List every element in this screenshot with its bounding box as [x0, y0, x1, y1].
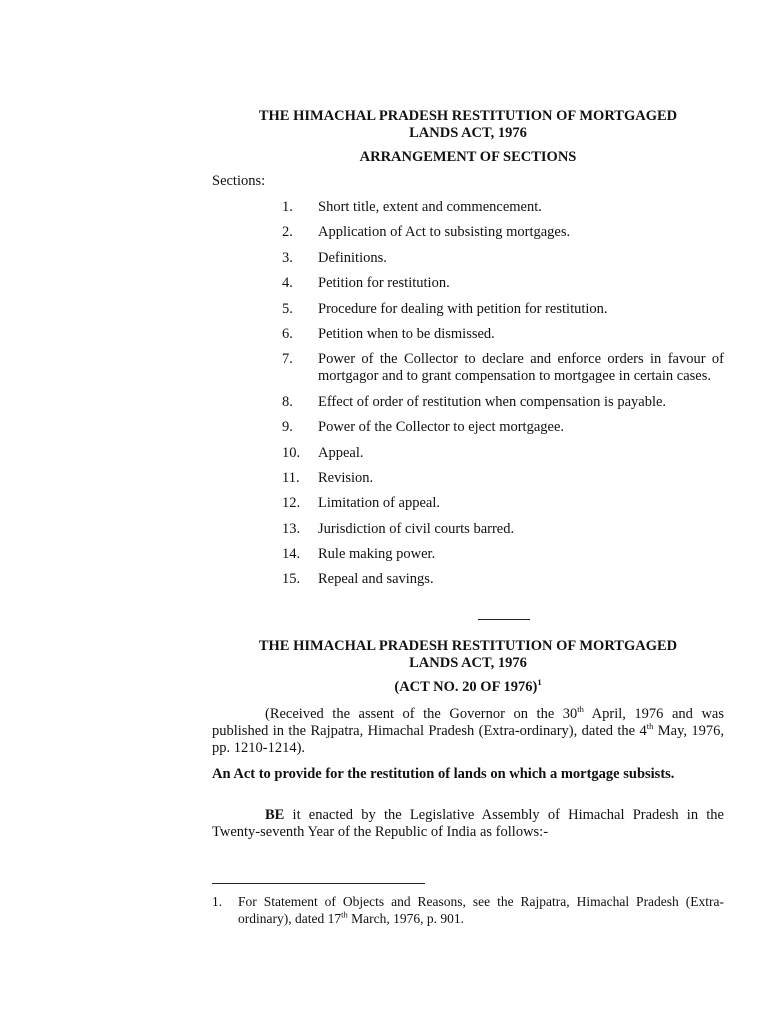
section-item: [282, 521, 724, 538]
section-number: 2.: [282, 224, 293, 241]
act-number: [212, 679, 724, 696]
footnote-ref: 1: [537, 677, 542, 688]
assent-text-3: May, 1976, pp. 1210-1214).: [212, 723, 725, 756]
section-text: Power of the Collector to declare and enforce orders in favour of mortgagor and to grant compensation to mortgagee in certain cases.: [318, 351, 724, 385]
long-title: An Act to provide for the restitution of lands on which a mortgage subsists.: [212, 766, 675, 782]
section-divider: [478, 619, 530, 620]
section-item: [282, 301, 724, 318]
section-item: [282, 495, 724, 512]
section-text: Petition when to be dismissed.: [318, 325, 495, 342]
section-text: Procedure for dealing with petition for restitution.: [318, 300, 608, 317]
section-item: [282, 470, 724, 487]
section-item: [282, 351, 724, 385]
section-number: 1.: [282, 199, 293, 215]
assent-text-2: April, 1976 and was published in the Rajpatra, Himachal Pradesh (Extra-ordinary), dated the 4: [212, 706, 724, 739]
section-number: 12.: [282, 495, 301, 512]
enacting-text: it enacted by the Legislative Assembly of Himachal Pradesh in the Twenty-seventh Year of the Republic of India as follows:-: [212, 807, 724, 840]
section-number: 7.: [282, 351, 293, 368]
arrangement-heading: ARRANGEMENT OF SECTIONS: [359, 149, 577, 165]
section-text: Rule making power.: [318, 546, 436, 563]
footnote-number: 1.: [212, 894, 223, 909]
section-number: 6.: [282, 325, 293, 342]
title-line-2: LANDS ACT, 1976: [409, 125, 527, 141]
footnote-text-1: For Statement of Objects and Reasons, see the Rajpatra, Himachal Pradesh (Extra-ordinary), dated 17: [238, 894, 724, 926]
section-number: 3.: [282, 249, 293, 266]
section-item: [282, 546, 724, 563]
section-number: 8.: [282, 393, 293, 410]
section-text: Repeal and savings.: [318, 571, 434, 588]
enacting-initial: BE: [265, 807, 285, 823]
document-title: [212, 108, 724, 142]
section-item: [282, 199, 724, 216]
enacting-clause: [212, 807, 724, 841]
section-text: Jurisdiction of civil courts barred.: [318, 520, 515, 537]
section-item: [282, 394, 724, 411]
section-number: 11.: [282, 469, 300, 486]
assent-paragraph: [212, 706, 724, 757]
section-number: 10.: [282, 444, 301, 461]
section-text: Revision.: [318, 469, 374, 486]
footnote-text: [238, 893, 724, 927]
section-text: Power of the Collector to eject mortgagee.: [318, 419, 565, 436]
section-text: Appeal.: [318, 444, 364, 461]
section-number: 13.: [282, 520, 301, 537]
section-number: 14.: [282, 546, 301, 563]
footnote-text-2: March, 1976, p. 901.: [347, 911, 464, 926]
section-item: [282, 224, 724, 241]
section-text: Petition for restitution.: [318, 275, 450, 292]
act-title: [212, 638, 724, 672]
section-number: 15.: [282, 571, 301, 588]
ordinal-suffix: th: [341, 909, 348, 920]
act-title-line-1: THE HIMACHAL PRADESH RESTITUTION OF MORTGAGED: [258, 638, 678, 654]
assent-text-1: (Received the assent of the Governor on the 30: [265, 706, 578, 722]
section-item: [282, 445, 724, 462]
section-item: [282, 326, 724, 343]
section-item: [282, 571, 724, 588]
section-number: 5.: [282, 300, 293, 317]
sections-label: Sections:: [212, 173, 266, 189]
sections-list: [282, 199, 724, 597]
section-item: [282, 250, 724, 267]
section-item: [282, 419, 724, 436]
ordinal-suffix: th: [577, 704, 584, 715]
footnote: [212, 893, 724, 927]
section-number: 9.: [282, 419, 293, 436]
act-title-line-2: LANDS ACT, 1976: [409, 655, 527, 671]
section-text: Definitions.: [318, 249, 387, 266]
title-line-1: THE HIMACHAL PRADESH RESTITUTION OF MORTGAGED: [258, 108, 678, 124]
section-item: [282, 275, 724, 292]
section-text: Short title, extent and commencement.: [318, 199, 542, 215]
section-text: Application of Act to subsisting mortgages.: [318, 224, 571, 241]
section-text: Limitation of appeal.: [318, 495, 441, 512]
footnote-separator: [212, 883, 425, 884]
ordinal-suffix: th: [646, 721, 654, 732]
act-number-text: (ACT NO. 20 OF 1976): [394, 679, 538, 695]
section-number: 4.: [282, 275, 293, 292]
section-text: Effect of order of restitution when compensation is payable.: [318, 393, 667, 410]
